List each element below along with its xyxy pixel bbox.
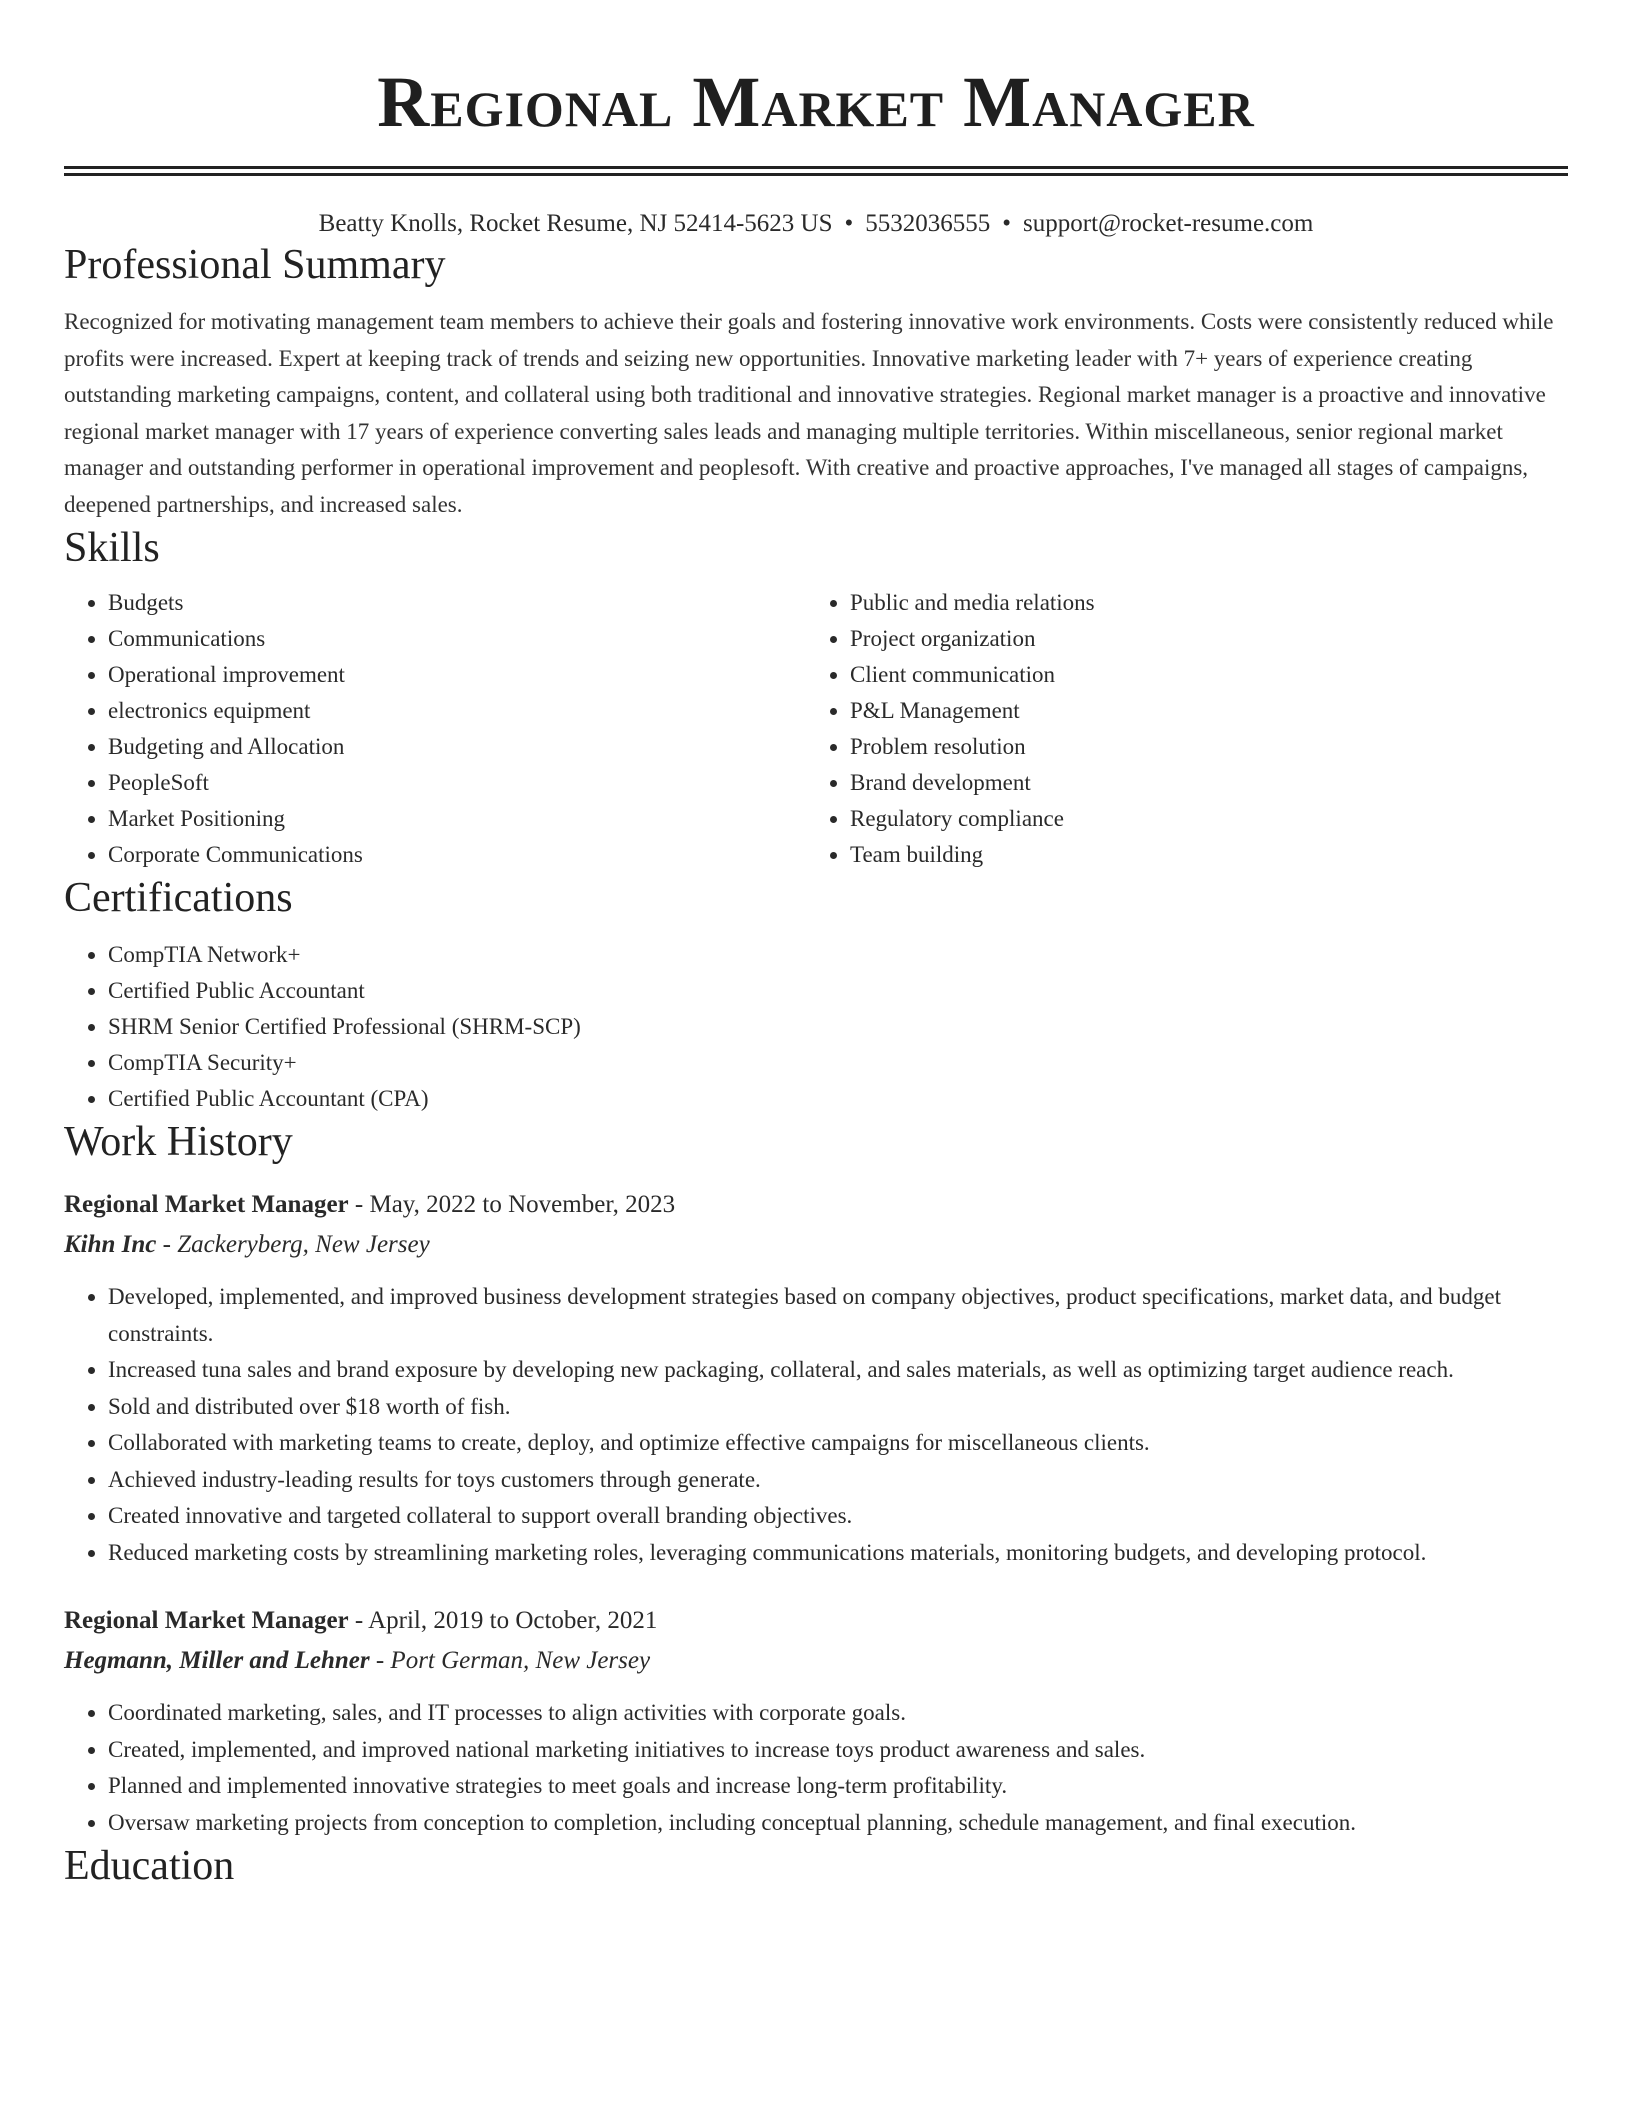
skill-item: • Corporate Communications <box>108 837 806 873</box>
job-company: Kihn Inc <box>64 1231 157 1258</box>
job-entry <box>64 1185 1568 1571</box>
certifications-list <box>64 937 1568 1117</box>
job-bullet: • Coordinated marketing, sales, and IT processes to align activities with corporate goals. <box>108 1695 1568 1732</box>
job-bullet: • Created innovative and targeted collateral to support overall branding objectives. <box>108 1498 1568 1535</box>
skill-item: • Client communication <box>850 657 1548 693</box>
job-bullet: • Planned and implemented innovative strategies to meet goals and increase long-term profitability. <box>108 1768 1568 1805</box>
title-double-rule <box>64 166 1568 176</box>
contact-separator: • <box>1002 210 1012 237</box>
skill-item: • Operational improvement <box>108 657 806 693</box>
skill-item: • Project organization <box>850 621 1548 657</box>
skills-columns <box>64 585 1568 873</box>
contact-phone: 5532036555 <box>865 210 991 237</box>
skill-item: • Budgeting and Allocation <box>108 729 806 765</box>
job-bullet: • Sold and distributed over $18 worth of fish. <box>108 1389 1568 1426</box>
job-bullet: • Achieved industry-leading results for toys customers through generate. <box>108 1462 1568 1499</box>
summary-text: Recognized for motivating management team members to achieve their goals and fostering innovative work environments. Costs were consistently reduced while profits were increased. Expert at keeping track of trends and seizing new opportunities. Innovative marketing leader with 7+ years of experience creating outstanding marketing campaigns, content, and collateral using both traditional and innovative strategies. Regional market manager is a proactive and innovative regional market manager with 17 years of experience converting sales leads and managing multiple territories. Within miscellaneous, senior regional market manager and outstanding performer in operational improvement and peoplesoft. With creative and proactive approaches, I've managed all stages of campaigns, deepened partnerships, and increased sales. <box>64 309 1554 517</box>
skill-item: • Public and media relations <box>850 585 1548 621</box>
certification-item: • Certified Public Accountant <box>108 973 1568 1009</box>
job-role: Regional Market Manager <box>64 1191 349 1218</box>
job-location: - Zackeryberg, New Jersey <box>156 1231 430 1258</box>
work-history-heading: Work History <box>64 1119 293 1165</box>
skills-list-right <box>806 585 1548 873</box>
job-company: Hegmann, Miller and Lehner <box>64 1647 370 1674</box>
job-dates: - April, 2019 to October, 2021 <box>348 1607 658 1634</box>
certifications-heading: Certifications <box>64 875 293 921</box>
skills-heading: Skills <box>64 525 160 571</box>
job-bullet: • Increased tuna sales and brand exposure by developing new packaging, collateral, and sales materials, as well as optimizing target audience reach. <box>108 1352 1568 1389</box>
job-company-line <box>64 1641 1568 1681</box>
contact-line <box>64 208 1568 240</box>
contact-address: Beatty Knolls, Rocket Resume, NJ 52414-5623 US <box>318 210 833 237</box>
education-heading: Education <box>64 1843 235 1889</box>
certification-item: • Certified Public Accountant (CPA) <box>108 1081 1568 1117</box>
skill-item: • PeopleSoft <box>108 765 806 801</box>
skill-item: • Problem resolution <box>850 729 1548 765</box>
skill-item: • Regulatory compliance <box>850 801 1548 837</box>
job-title-line <box>64 1185 1568 1225</box>
skill-item: • Budgets <box>108 585 806 621</box>
job-bullets <box>64 1695 1568 1841</box>
certification-item: • CompTIA Security+ <box>108 1045 1568 1081</box>
job-role: Regional Market Manager <box>64 1607 349 1634</box>
summary-heading: Professional Summary <box>64 242 446 288</box>
job-company-line <box>64 1225 1568 1265</box>
contact-email: support@rocket-resume.com <box>1023 210 1314 237</box>
contact-separator: • <box>844 210 854 237</box>
job-title-line <box>64 1601 1568 1641</box>
job-bullet: • Reduced marketing costs by streamlining marketing roles, leveraging communications materials, monitoring budgets, and developing protocol. <box>108 1535 1568 1572</box>
job-dates: - May, 2022 to November, 2023 <box>348 1191 676 1218</box>
job-entry <box>64 1601 1568 1841</box>
certification-item: • SHRM Senior Certified Professional (SHRM-SCP) <box>108 1009 1568 1045</box>
job-bullet: • Created, implemented, and improved national marketing initiatives to increase toys product awareness and sales. <box>108 1732 1568 1769</box>
skill-item: • Brand development <box>850 765 1548 801</box>
skill-item: • P&L Management <box>850 693 1548 729</box>
resume-title: Regional Market Manager <box>377 62 1255 142</box>
job-bullet: • Collaborated with marketing teams to create, deploy, and optimize effective campaigns for miscellaneous clients. <box>108 1425 1568 1462</box>
skill-item: • electronics equipment <box>108 693 806 729</box>
job-location: - Port German, New Jersey <box>369 1647 651 1674</box>
job-bullet: • Oversaw marketing projects from conception to completion, including conceptual planning, schedule management, and final execution. <box>108 1805 1568 1842</box>
skill-item: • Team building <box>850 837 1548 873</box>
job-bullet: • Developed, implemented, and improved business development strategies based on company objectives, product specifications, market data, and budget constraints. <box>108 1279 1568 1352</box>
certification-item: • CompTIA Network+ <box>108 937 1568 973</box>
skill-item: • Market Positioning <box>108 801 806 837</box>
job-bullets <box>64 1279 1568 1571</box>
skill-item: • Communications <box>108 621 806 657</box>
skills-list-left <box>64 585 806 873</box>
